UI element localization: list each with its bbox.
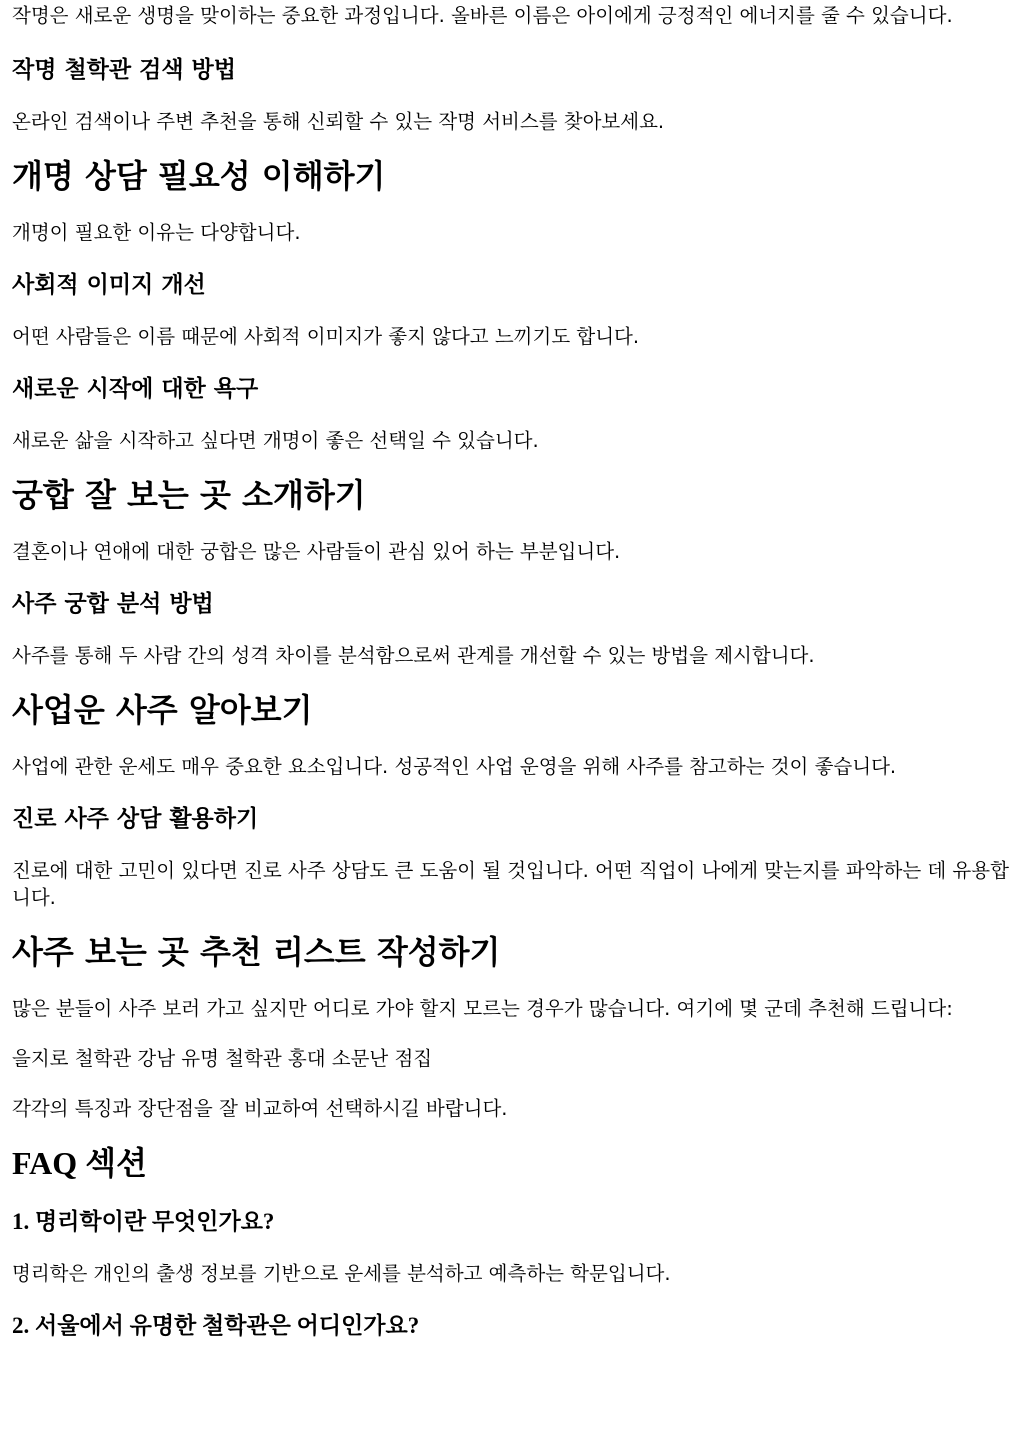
recommend-list-items: 을지로 철학관 강남 유명 철학관 홍대 소문난 점집 [12, 1047, 433, 1070]
recommend-list-intro: 많은 분들이 사주 보러 가고 싶지만 어디로 가야 할지 모르는 경우가 많습니다. 여기에 몇 군데 추천해 드립니다: [12, 997, 953, 1020]
career-paragraph: 진로에 대한 고민이 있다면 진로 사주 상담도 큰 도움이 될 것입니다. 어떤 직업이 나에게 맞는지를 파악하는 데 유용합니다. [12, 859, 1009, 909]
intro-paragraph: 작명은 새로운 생명을 맞이하는 중요한 과정입니다. 올바른 이름은 아이에게 긍정적인 에너지를 줄 수 있습니다. [12, 4, 953, 27]
new-start-paragraph: 새로운 삶을 시작하고 싶다면 개명이 좋은 선택일 수 있습니다. [12, 429, 539, 452]
gunghap-paragraph: 결혼이나 연애에 대한 궁합은 많은 사람들이 관심 있어 하는 부분입니다. [12, 540, 621, 563]
social-image-heading: 사회적 이미지 개선 [12, 272, 206, 298]
career-heading: 진로 사주 상담 활용하기 [12, 806, 259, 832]
rename-heading: 개명 상담 필요성 이해하기 [12, 157, 386, 195]
article-body [0, 2, 1024, 1341]
business-paragraph: 사업에 관한 운세도 매우 중요한 요소입니다. 성공적인 사업 운영을 위해 사주를 참고하는 것이 좋습니다. [12, 755, 897, 778]
new-start-heading: 새로운 시작에 대한 욕구 [12, 376, 259, 402]
faq-question-2: 2. 서울에서 유명한 철학관은 어디인가요? [12, 1313, 420, 1338]
faq-answer-1: 명리학은 개인의 출생 정보를 기반으로 운세를 분석하고 예측하는 학문입니다. [12, 1262, 671, 1285]
recommend-list-heading: 사주 보는 곳 추천 리스트 작성하기 [12, 933, 501, 971]
social-image-paragraph: 어떤 사람들은 이름 때문에 사회적 이미지가 좋지 않다고 느끼기도 합니다. [12, 325, 640, 348]
faq-heading: FAQ 섹션 [12, 1145, 147, 1181]
gunghap-heading: 궁합 잘 보는 곳 소개하기 [12, 476, 366, 514]
faq-question-1: 1. 명리학이란 무엇인가요? [12, 1209, 275, 1234]
naming-search-paragraph: 온라인 검색이나 주변 추천을 통해 신뢰할 수 있는 작명 서비스를 찾아보세요. [12, 110, 665, 133]
naming-search-heading: 작명 철학관 검색 방법 [12, 57, 236, 83]
saju-gunghap-heading: 사주 궁합 분석 방법 [12, 591, 214, 617]
business-heading: 사업운 사주 알아보기 [12, 691, 313, 729]
recommend-list-outro: 각각의 특징과 장단점을 잘 비교하여 선택하시길 바랍니다. [12, 1097, 508, 1120]
rename-paragraph: 개명이 필요한 이유는 다양합니다. [12, 221, 301, 244]
saju-gunghap-paragraph: 사주를 통해 두 사람 간의 성격 차이를 분석함으로써 관계를 개선할 수 있는 방법을 제시합니다. [12, 644, 815, 667]
